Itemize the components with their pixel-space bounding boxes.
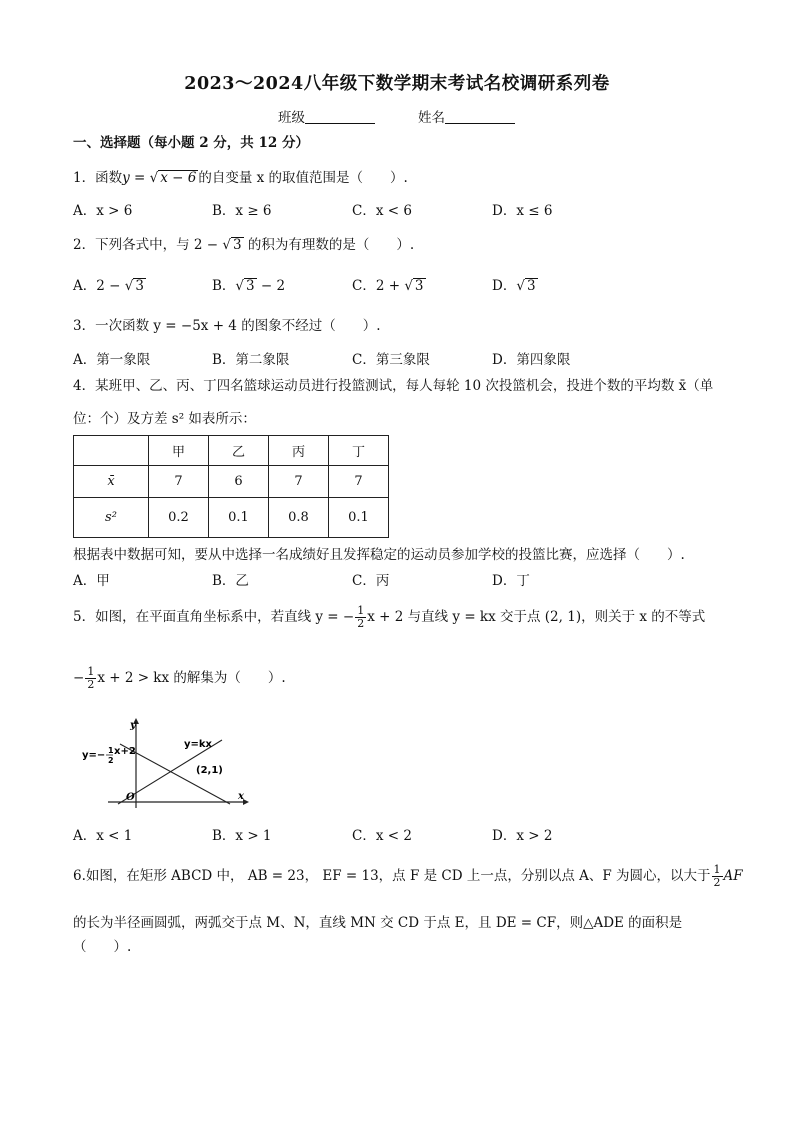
q1-option-a: A．x > 6	[73, 203, 133, 219]
table-cell: 7	[149, 466, 209, 498]
q2-option-a: A．2 − √ 3	[73, 278, 144, 294]
q3-option-a: A．第一象限	[73, 352, 151, 368]
table-cell: 0.8	[269, 498, 329, 538]
q5-option-a: A．x < 1	[73, 828, 133, 844]
question-4-line2: 位：个）及方差 s² 如表所示：	[73, 411, 256, 427]
q3-option-d: D．第四象限	[492, 352, 571, 368]
q5-graph	[80, 716, 250, 811]
page-title: 2023～2024八年级下数学期末考试名校调研系列卷	[184, 74, 610, 94]
q5-option-d: D．x > 2	[492, 828, 553, 844]
table-cell: 丙	[269, 436, 329, 466]
table-row	[74, 498, 389, 538]
table-cell: x̄	[74, 466, 149, 498]
table-cell: 0.1	[329, 498, 389, 538]
question-5-line1: 5．如图，在平面直角坐标系中，若直线 y = − $\frac{1}{2}$ x + 2 与直线 y = kx 交于点 (2, 1)，则关于 x 的不等式	[73, 604, 706, 630]
table-cell: 6	[209, 466, 269, 498]
q3-option-c: C．第三象限	[352, 352, 430, 368]
table-cell: 甲	[149, 436, 209, 466]
origin-label: O	[126, 792, 135, 803]
class-label: 班级	[278, 110, 305, 126]
q1-option-b: B．x ≥ 6	[212, 203, 272, 219]
question-6-line1: 6.如图，在矩形 ABCD 中， AB = 23， EF = 13，点 F 是 CD 上一点，分别以点 A、F 为圆心，以大于 $\frac{1}{2}$ AF	[73, 863, 743, 889]
question-6-line3: （ ）.	[73, 939, 132, 955]
question-4-prompt: 根据表中数据可知，要从中选择一名成绩好且发挥稳定的运动员参加学校的投篮比赛，应选择（ ）.	[73, 547, 685, 563]
stats-table	[73, 435, 389, 538]
q5-option-b: B．x > 1	[212, 828, 272, 844]
line1-label-frac-num: 1	[108, 746, 114, 755]
q2-suffix: 的积为有理数的是（ ）.	[243, 237, 415, 253]
line1-label-pre: y=−	[82, 750, 106, 761]
class-blank	[305, 109, 375, 124]
q1-option-d: D．x ≤ 6	[492, 203, 553, 219]
q2-radicand: 3	[232, 237, 242, 253]
name-label: 姓名	[418, 110, 445, 126]
line1-label-frac-den: 2	[108, 756, 114, 765]
question-6-line2: 的长为半径画圆弧，两弧交于点 M、N，直线 MN 交 CD 于点 E，且 DE = CF，则△ADE 的面积是	[73, 915, 683, 931]
table-cell: 7	[329, 466, 389, 498]
q2-option-b: B．√ 3 − 2	[212, 278, 286, 294]
q1-prefix: 1．函数	[73, 170, 123, 186]
table-cell: 0.2	[149, 498, 209, 538]
q4-option-d: D．丁	[492, 573, 530, 589]
name-blank	[445, 109, 515, 124]
q1-radicand: x − 6	[160, 170, 197, 186]
name-field	[418, 106, 515, 126]
question-3: 3．一次函数 y = −5x + 4 的图象不经过（ ）.	[73, 318, 381, 334]
q1-suffix: 的自变量 x 的取值范围是（ ）.	[198, 170, 408, 186]
table-cell: 7	[269, 466, 329, 498]
class-field	[278, 106, 375, 126]
table-row	[74, 466, 389, 498]
q1-lhs: y	[122, 170, 130, 186]
table-cell: 丁	[329, 436, 389, 466]
x-axis-label: x	[238, 791, 244, 802]
q1-eq: =	[129, 170, 150, 186]
line1-label-post: x+2	[114, 746, 136, 757]
q2-prefix: 2．下列各式中，与 2 −	[73, 237, 223, 253]
question-1: 1．函数y = √ x − 6 的自变量 x 的取值范围是（ ）.	[73, 170, 408, 186]
q4-option-b: B．乙	[212, 573, 249, 589]
q3-option-b: B．第二象限	[212, 352, 290, 368]
table-cell	[74, 436, 149, 466]
line2-label: y=kx	[184, 739, 212, 750]
section-heading: 一、选择题（每小题 2 分，共 12 分）	[73, 135, 309, 151]
intersection-label: (2,1)	[196, 765, 223, 776]
q4-option-a: A．甲	[73, 573, 110, 589]
question-5-line2: − $\frac{1}{2}$ x + 2 > kx 的解集为（ ）.	[73, 665, 286, 691]
q5-option-c: C．x < 2	[352, 828, 412, 844]
table-header-row	[74, 436, 389, 466]
q2-option-c: C．2 + √ 3	[352, 278, 424, 294]
q1-option-c: C．x < 6	[352, 203, 412, 219]
y-axis-label: y	[130, 720, 136, 731]
table-cell: s²	[74, 498, 149, 538]
q2-option-d: D．√ 3	[492, 278, 536, 294]
table-cell: 0.1	[209, 498, 269, 538]
table-cell: 乙	[209, 436, 269, 466]
q4-option-c: C．丙	[352, 573, 390, 589]
question-2: 2．下列各式中，与 2 − √ 3 的积为有理数的是（ ）.	[73, 237, 415, 253]
question-4-line1: 4．某班甲、乙、丙、丁四名篮球运动员进行投篮测试，每人每轮 10 次投篮机会，投进个数的平均数 x̄（单	[73, 378, 714, 394]
